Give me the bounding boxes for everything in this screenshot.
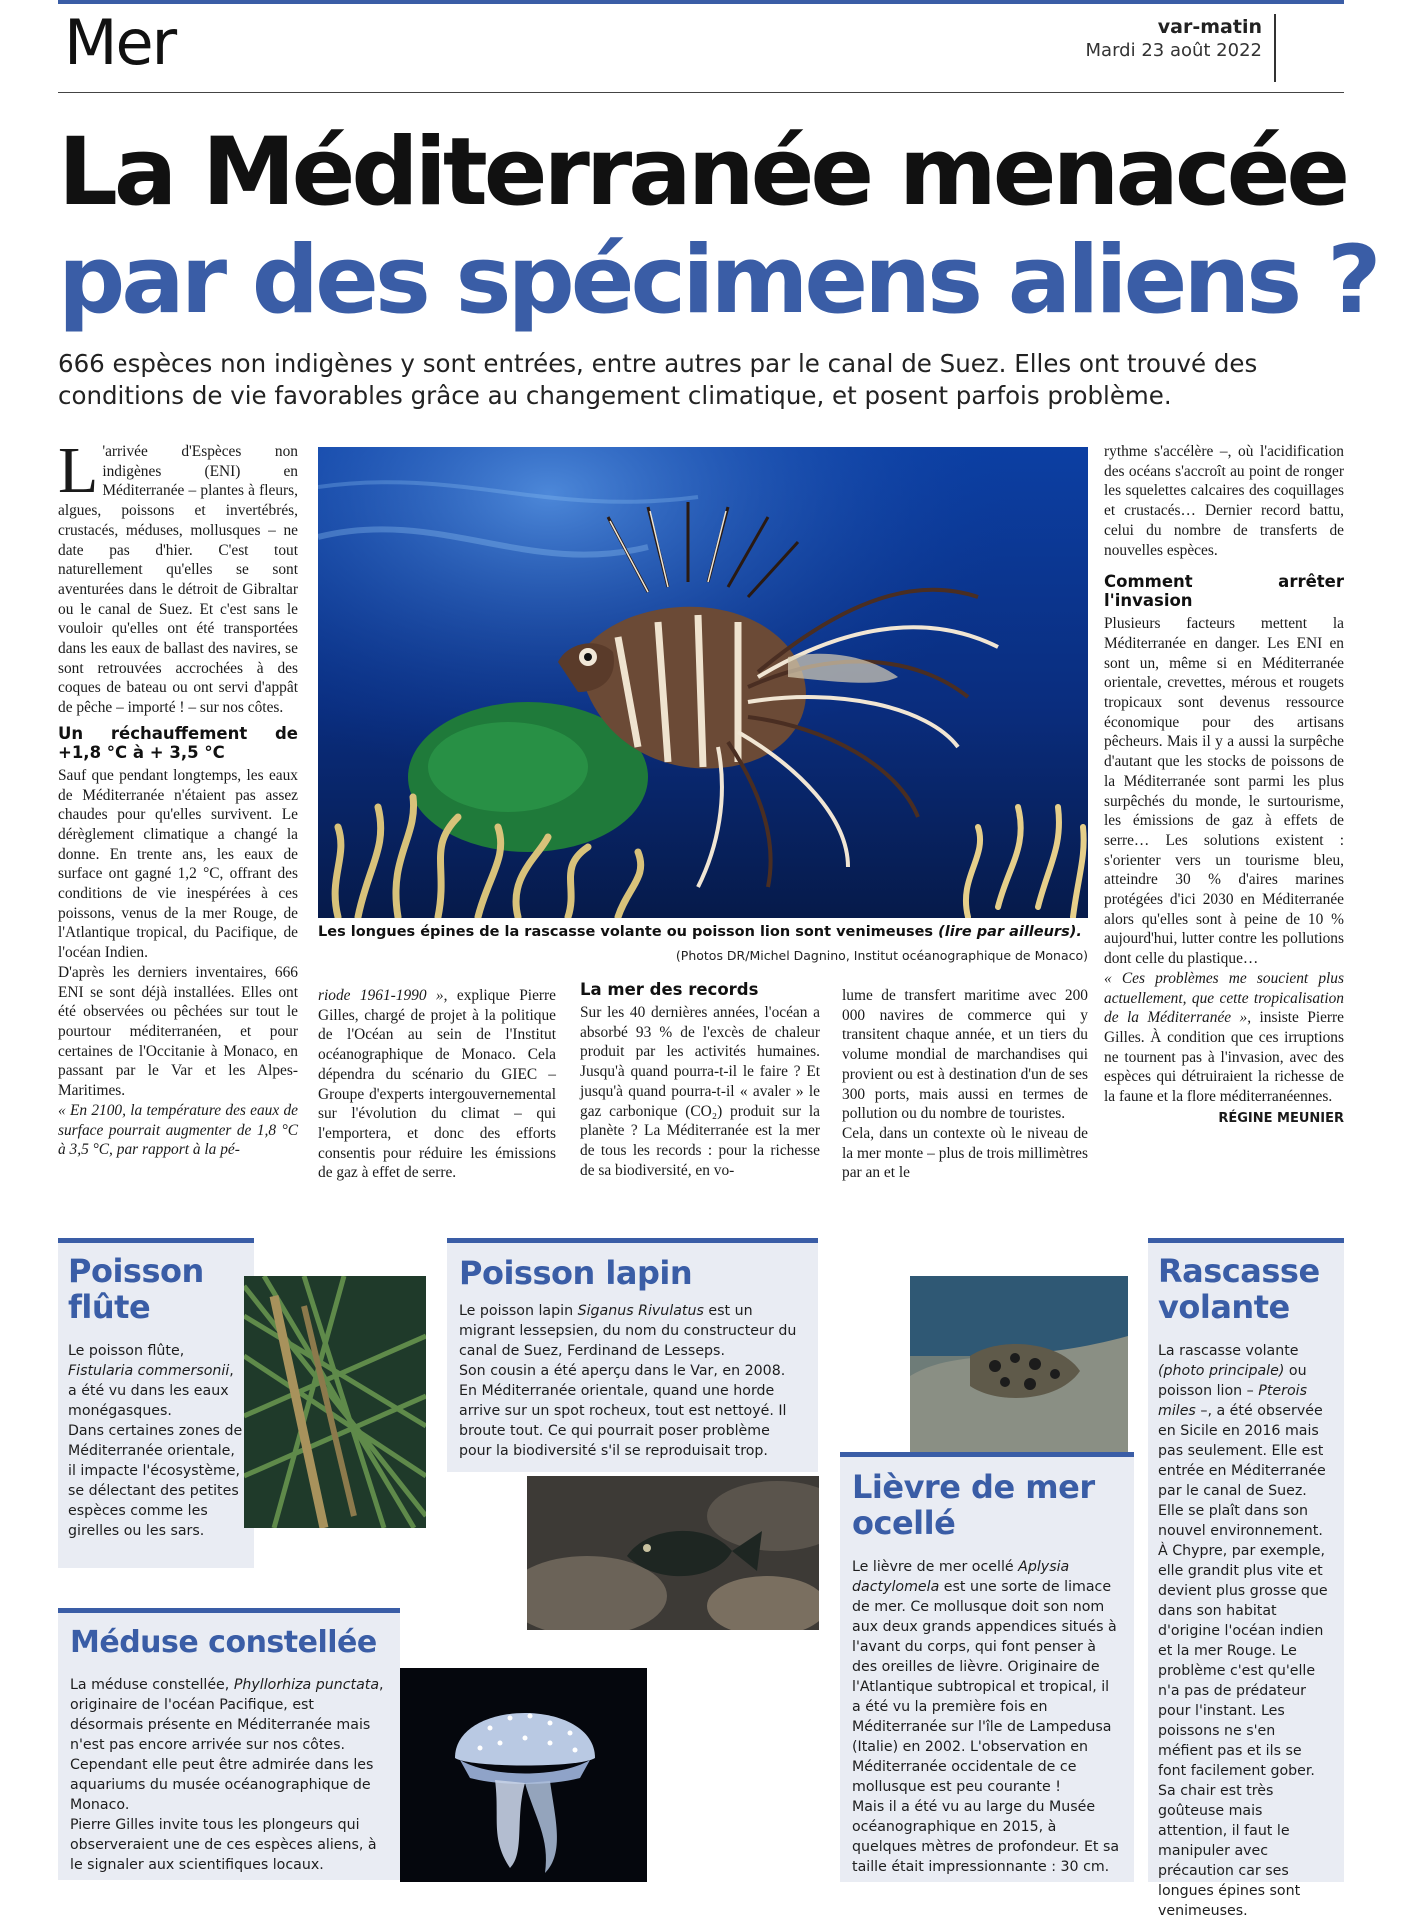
col5-paragraph-3: , insiste Pierre Gilles. À condition que ces irruptions ne tournent pas à l'invasion, avec des espèces qui détruiraient la richesse de la faune et la flore méditerranéennes. bbox=[1104, 1009, 1345, 1106]
lapin-text-1: Le poisson lapin bbox=[459, 1303, 574, 1319]
caption-text: Les longues épines de la rascasse volante ou poisson lion sont venimeuses bbox=[318, 924, 934, 940]
subheading-records: La mer des records bbox=[580, 980, 759, 999]
col1-paragraph-3: D'après les derniers inventaires, 666 ENI se sont déjà installées. Elles ont été observées ou pêchées sur tout le pourtour méditerranéen, et pour certaines de l'Occitanie à Monaco, en passant par le Var et les Alpes-Maritimes. bbox=[58, 963, 298, 1100]
headline-line-2: par des spécimens aliens ? bbox=[58, 226, 1378, 335]
lapin-text-4: En Méditerranée orientale, quand une horde arrive sur un spot rocheux, tout est nettoyé. Il broute tout. Ce qui pourrait poser problème pour la biodiversité s'il se reproduisait trop. bbox=[459, 1383, 787, 1459]
box-lievre-text bbox=[852, 1557, 1122, 1877]
sea-hare-illustration bbox=[910, 1276, 1128, 1458]
article-column-4 bbox=[842, 986, 1088, 1183]
box-rascasse-text bbox=[1158, 1341, 1334, 1921]
rascasse-text-2: ou poisson lion – bbox=[1158, 1363, 1307, 1399]
main-photo-lionfish bbox=[318, 447, 1088, 918]
headline-line-1: La Méditerranée menacée bbox=[58, 118, 1347, 227]
article-column-2 bbox=[318, 986, 556, 1183]
box-lievre-de-mer bbox=[840, 1452, 1134, 1882]
photo-lievre-de-mer bbox=[910, 1276, 1128, 1458]
meduse-species: Phyllorhiza punctata bbox=[233, 1677, 380, 1693]
box-poisson-flute bbox=[58, 1238, 254, 1568]
col3-paragraph-1: Sur les 40 dernières années, l'océan a absorbé 93 % de l'excès de chaleur produit par les activités humaines. Jusqu'à quand pourra-t-il le faire ? Et jusqu'à quand pourra-t-il « avaler » le gaz carbonique (CO₂) produit sur la planète ? La Méditerranée est la mer de tous les records : pour la richesse de sa biodiversité, en vo- bbox=[580, 1004, 820, 1179]
issue-date: Mardi 23 août 2022 bbox=[1085, 40, 1262, 61]
col1-quote: « En 2100, la température des eaux de surface pourrait augmenter de 1,8 °C à 3,5 °C, par rapport à la pé- bbox=[58, 1101, 298, 1159]
brand-name: var-matin bbox=[1157, 16, 1262, 38]
col1-paragraph-1: 'arrivée d'Espèces non indigènes (ENI) en Méditerranée – plantes à fleurs, algues, poissons et invertébrés, crustacés, méduses, mollusques – ne date pas d'hier. C'est tout naturellement qu'elles se sont aventurées dans le détroit de Gibraltar ou le canal de Suez. Et c'est sans le vouloir qu'elles ont été transportées dans les eaux de ballast des navires, se sont retrouvées accrochées à des coques de bateau ou ont servi d'appât de pêche – importé ! – sur nos côtes. bbox=[58, 443, 298, 717]
box-flute-title bbox=[68, 1253, 244, 1325]
photo-meduse bbox=[400, 1668, 647, 1882]
box-lievre-title bbox=[852, 1469, 1122, 1541]
box-rascasse-title bbox=[1158, 1253, 1334, 1325]
lede: 666 espèces non indigènes y sont entrées, entre autres par le canal de Suez. Elles ont trouvé des conditions de vie favorables grâce au changement climatique, et posent parfois problème. bbox=[58, 349, 1258, 410]
meduse-text-3: Cependant elle peut être admirée dans les aquariums du musée océanographique de Monaco. bbox=[70, 1757, 374, 1813]
drop-cap: L bbox=[58, 434, 99, 507]
col5-paragraph-2: Plusieurs facteurs mettent la Méditerranée en danger. Les ENI en sont un, même si en Méditerranée orientale, crevettes, mérous et rougets tropicaux sont devenus ressource économique pour des artisans pêcheurs. Mais il y a aussi la surpêche d'autant que les stocks de poissons de la Méditerranée sont parmi les plus surpêchés du monde, le surtourisme, les émissions de gaz à effets de serre… Les solutions existent : s'orienter vers un tourisme bleu, atteindre 30 % d'aires marines protégées d'ici 2030 en Méditerranée alors qu'elles sont à peine de 10 % aujourd'hui, lutter contre les pollutions dont celle du plastique… bbox=[1104, 615, 1344, 968]
col1-paragraph-2: Sauf que pendant longtemps, les eaux de Méditerranée n'étaient pas assez chaudes pour qu'elles survivent. Le dérèglement climatique a changé la donne. En trente ans, les eaux de surface ont gagné 1,2 °C, offrant des conditions de vie inespérées à ces poissons, venus de la mer Rouge, de l'Atlantique tropical, du Pacifique, de l'océan Indien. bbox=[58, 766, 298, 962]
lapin-text-3: Son cousin a été aperçu dans le Var, en 2008. bbox=[459, 1363, 786, 1379]
section-rubric: Mer bbox=[64, 6, 176, 79]
box-meduse-title: Méduse constellée bbox=[70, 1625, 377, 1660]
box-lapin-text bbox=[459, 1301, 806, 1461]
rascasse-species: Pterois miles bbox=[1158, 1383, 1307, 1419]
col2-paragraph-1: , explique Pierre Gilles, chargé de projet à la politique de l'Océan au sein de l'Institut océanographique de Monaco. Cela dépendra du scénario du GIEC – Groupe d'experts intergouvernemental sur l'évolution du climat – qui l'emportera, et donc des efforts consentis pour réduire les émissions de gaz à effet de serre. bbox=[318, 987, 556, 1182]
box-flute-text bbox=[68, 1341, 244, 1541]
article-column-3 bbox=[580, 980, 820, 1180]
photo-poisson-lapin bbox=[527, 1476, 819, 1630]
rascasse-title-line-2: volante bbox=[1158, 1288, 1290, 1326]
rascasse-text-3: –, a été observée en Sicile en 2016 mais pas seulement. Elle est entrée en Méditerranée par le canal de Suez. Elle se plaît dans son nouvel environnement. bbox=[1158, 1403, 1326, 1539]
box-poisson-lapin bbox=[447, 1238, 818, 1472]
box-rascasse-volante bbox=[1148, 1238, 1344, 1919]
jellyfish-illustration bbox=[400, 1668, 647, 1882]
meduse-text-2: , originaire de l'océan Pacifique, est désormais présente en Méditerranée mais n'est pas encore arrivée sur nos côtes. bbox=[70, 1677, 384, 1753]
flute-title-line-1: Poisson bbox=[68, 1252, 204, 1290]
top-accent-line bbox=[58, 0, 1344, 4]
lapin-species: Siganus Rivulatus bbox=[577, 1303, 704, 1319]
lapin-text-2: est un migrant lessepsien, du nom du constructeur du canal de Suez, Ferdinand de Lesseps. bbox=[459, 1303, 797, 1359]
header-rule bbox=[58, 92, 1344, 93]
rascasse-photo-ref: (photo principale) bbox=[1158, 1363, 1285, 1379]
flute-text-2: , a été vu dans les eaux monégasques. bbox=[68, 1363, 234, 1419]
subheading-rechauffement: Un réchauffement de +1,8 °C à + 3,5 °C bbox=[58, 723, 298, 762]
meduse-text-4: Pierre Gilles invite tous les plongeurs qui observeraient une de ces espèces aliens, à le signaler aux scientifiques locaux. bbox=[70, 1817, 377, 1873]
seagrass-illustration bbox=[244, 1276, 426, 1528]
lionfish-illustration bbox=[318, 447, 1088, 918]
meduse-text-1: La méduse constellée, bbox=[70, 1677, 230, 1693]
flute-species: Fistularia commersonii bbox=[68, 1363, 230, 1379]
col4-paragraph-2: Cela, dans un contexte où le niveau de la mer monte – plus de trois millimètres par an et le bbox=[842, 1124, 1088, 1182]
col4-paragraph-1: lume de transfert maritime avec 200 000 navires de commerce qui y transitent chaque année, et un tiers du volume mondial de marchandises qui provient ou est à destination d'un de ses 300 ports, mais aussi en termes de pollution ou du nombre de touristes. bbox=[842, 987, 1088, 1123]
rascasse-text-4: À Chypre, par exemple, elle grandit plus vite et devient plus grosse que dans son habitat d'origine l'océan indien et la mer Rouge. Le problème c'est qu'elle n'a pas de prédateur pour l'instant. Les poissons ne s'en méfient pas et ils se font facilement gober. Sa chair est très goûteuse mais attention, il faut le manipuler avec précaution car ses longues épines sont venimeuses. bbox=[1158, 1543, 1328, 1919]
main-photo-caption bbox=[318, 924, 1088, 940]
box-meduse-constellee bbox=[58, 1608, 400, 1880]
author-signature: RÉGINE MEUNIER bbox=[1218, 1110, 1344, 1126]
box-lapin-title: Poisson lapin bbox=[459, 1254, 693, 1292]
lievre-title-line-1: Lièvre de mer bbox=[852, 1468, 1095, 1506]
lievre-text-2: est une sorte de limace de mer. Ce mollusque doit son nom aux deux grands appendices situés à l'avant du corps, qui font penser à des oreilles de lièvre. Originaire de l'Atlantique subtropical et tropical, il a été vu la première fois en Méditerranée sur l'île de Lampedusa (Italie) en 2002. L'observation en Méditerranée occidentale de ce mollusque est peu courante ! bbox=[852, 1579, 1117, 1795]
rascasse-title-line-1: Rascasse bbox=[1158, 1252, 1320, 1290]
rabbitfish-illustration bbox=[527, 1476, 819, 1630]
flute-title-line-2: flûte bbox=[68, 1288, 151, 1326]
lievre-species: Aplysia dactylomela bbox=[852, 1559, 1070, 1595]
photo-credit: (Photos DR/Michel Dagnino, Institut océanographique de Monaco) bbox=[675, 948, 1088, 963]
lievre-text-3: Mais il a été vu au large du Musée océanographique en 2015, à quelques mètres de profondeur. Et sa taille était impressionnante : 30 cm. bbox=[852, 1799, 1120, 1875]
col5-quote: « Ces problèmes me soucient plus actuellement, que cette tropicalisation de la Méditerranée » bbox=[1104, 969, 1344, 1027]
lievre-text-1: Le lièvre de mer ocellé bbox=[852, 1559, 1014, 1575]
masthead bbox=[1086, 16, 1262, 61]
rascasse-text-1: La rascasse volante bbox=[1158, 1343, 1299, 1359]
article-column-5 bbox=[1104, 442, 1344, 1129]
caption-reference: (lire par ailleurs). bbox=[938, 924, 1082, 940]
lievre-title-line-2: ocellé bbox=[852, 1504, 956, 1542]
flute-text-1: Le poisson flûte, bbox=[68, 1343, 185, 1359]
masthead-divider bbox=[1274, 14, 1276, 82]
flute-text-3: Dans certaines zones de Méditerranée orientale, il impacte l'écosystème, se délectant des petites espèces comme les girelles ou les sars. bbox=[68, 1423, 243, 1539]
box-meduse-text bbox=[70, 1675, 388, 1875]
article-column-1 bbox=[58, 434, 298, 1160]
photo-poisson-flute bbox=[244, 1276, 426, 1528]
subheading-invasion: Comment arrêter l'invasion bbox=[1104, 572, 1344, 611]
col5-paragraph-1: rythme s'accélère –, où l'acidification des océans s'accroît au point de ronger les squelettes calcaires des coquillages et crustacés… Dernier record battu, celui du nombre de transferts de nouvelles espèces. bbox=[1104, 443, 1344, 559]
col2-quote-end: riode 1961-1990 » bbox=[318, 987, 444, 1004]
